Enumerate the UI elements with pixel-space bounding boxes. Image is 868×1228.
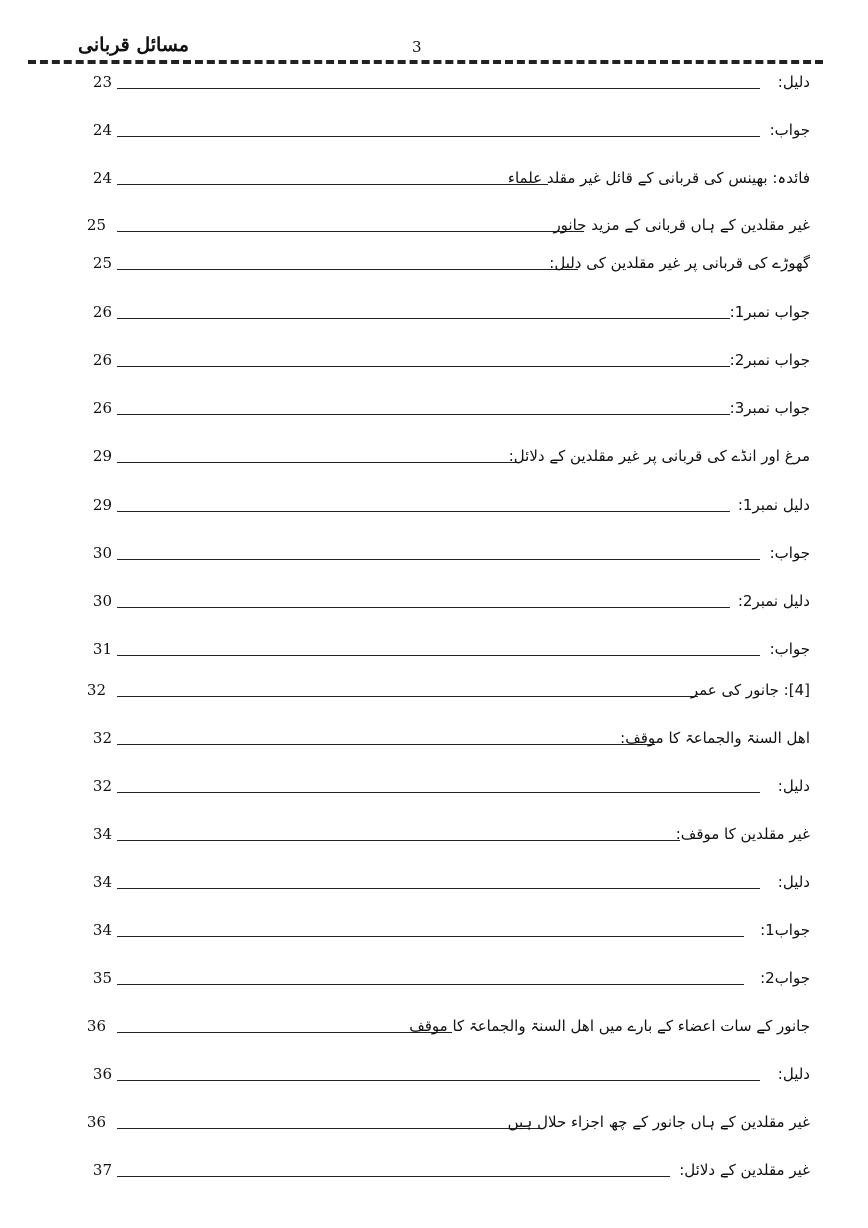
toc-entry-title: جواب نمبر2:	[729, 351, 810, 369]
toc-entry-title: غیر مقلدین کا موقف:	[675, 825, 810, 843]
toc-page-number: 31	[92, 640, 112, 658]
toc-entry-title: غیر مقلدین کے ہاں قربانی کے مزید جانور	[553, 216, 810, 234]
toc-leader-line	[117, 269, 578, 270]
toc-page-number: 36	[86, 1017, 106, 1035]
toc-leader-line	[117, 1032, 452, 1033]
toc-page-number: 23	[92, 73, 112, 91]
toc-entry	[0, 534, 868, 564]
toc-entry	[0, 911, 868, 941]
toc-entry	[0, 206, 868, 236]
toc-entry-title: گھوڑے کی قربانی پر غیر مقلدین کی دلیل:	[549, 254, 810, 272]
toc-entry	[0, 1007, 868, 1037]
toc-leader-line	[117, 414, 730, 415]
toc-entry	[0, 486, 868, 516]
toc-leader-line	[117, 696, 698, 697]
toc-entry-title: غیر مقلدین کے ہاں جانور کے چھ اجزاء حلال ہیں	[507, 1113, 810, 1131]
toc-entry-title: دلیل:	[777, 73, 810, 91]
toc-entry-title: [4]: جانور کی عمر	[690, 681, 810, 699]
toc-page-number: 34	[92, 825, 112, 843]
toc-entry-title: دلیل:	[777, 777, 810, 795]
toc-leader-line	[117, 744, 655, 745]
toc-entry-title: مرغ اور انڈے کی قربانی پر غیر مقلدین کے دلائل:	[508, 447, 810, 465]
toc-leader-line	[117, 984, 744, 985]
toc-entry	[0, 671, 868, 701]
toc-entry	[0, 159, 868, 189]
toc-leader-line	[117, 655, 760, 656]
toc-entry-title: دلیل:	[777, 873, 810, 891]
toc-leader-line	[117, 318, 730, 319]
toc-entry-title: جواب نمبر3:	[729, 399, 810, 417]
toc-entry-title: جانور کے سات اعضاء کے بارے میں اھل السنۃ والجماعۃ کا موقف	[409, 1017, 810, 1035]
toc-entry	[0, 1055, 868, 1085]
toc-leader-line	[117, 184, 548, 185]
toc-leader-line	[117, 559, 760, 560]
toc-entry	[0, 1103, 868, 1133]
toc-entry-title: جواب2:	[760, 969, 810, 987]
toc-leader-line	[117, 1128, 540, 1129]
toc-leader-line	[117, 136, 760, 137]
toc-entry-title: فائدہ: بھینس کی قربانی کے قائل غیر مقلد علماء	[507, 169, 810, 187]
toc-entry	[0, 959, 868, 989]
toc-page-number: 36	[92, 1065, 112, 1083]
toc-entry	[0, 815, 868, 845]
toc-page-number: 26	[92, 351, 112, 369]
toc-leader-line	[117, 1176, 670, 1177]
toc-page-number: 34	[92, 921, 112, 939]
toc-leader-line	[117, 888, 760, 889]
toc-entry	[0, 293, 868, 323]
toc-entry-title: دلیل نمبر2:	[737, 592, 810, 610]
toc-page-number: 30	[92, 544, 112, 562]
toc-page-number: 32	[86, 681, 106, 699]
toc-page-number: 34	[92, 873, 112, 891]
toc-entry-title: دلیل نمبر1:	[737, 496, 810, 514]
toc-leader-line	[117, 792, 760, 793]
toc-entry	[0, 341, 868, 371]
book-title: مسائل قربانی	[78, 34, 189, 56]
toc-entry-title: جواب1:	[760, 921, 810, 939]
toc-page-number: 26	[92, 399, 112, 417]
toc-page-number: 37	[92, 1161, 112, 1179]
toc-page-number: 24	[92, 169, 112, 187]
toc-leader-line	[117, 366, 730, 367]
toc-entry-title: اھل السنۃ والجماعۃ کا موقف:	[620, 729, 810, 747]
toc-entry	[0, 63, 868, 93]
toc-page-number: 25	[92, 254, 112, 272]
toc-entry	[0, 582, 868, 612]
toc-leader-line	[117, 462, 520, 463]
toc-entry	[0, 244, 868, 274]
toc-page-number: 29	[92, 447, 112, 465]
page-header	[0, 0, 868, 70]
toc-entry	[0, 719, 868, 749]
toc-page-number: 24	[92, 121, 112, 139]
toc-page-number: 30	[92, 592, 112, 610]
toc-entry-title: جواب:	[769, 544, 810, 562]
toc-entry	[0, 111, 868, 141]
toc-page-number: 35	[92, 969, 112, 987]
toc-leader-line	[117, 607, 730, 608]
toc-entry	[0, 863, 868, 893]
toc-entry	[0, 767, 868, 797]
toc-entry-title: غیر مقلدین کے دلائل:	[679, 1161, 810, 1179]
toc-entry-title: جواب نمبر1:	[729, 303, 810, 321]
toc-entry	[0, 437, 868, 467]
toc-leader-line	[117, 936, 744, 937]
toc-entry	[0, 389, 868, 419]
toc-leader-line	[117, 231, 584, 232]
toc-page-number: 32	[92, 729, 112, 747]
toc-entry	[0, 630, 868, 660]
toc-leader-line	[117, 1080, 760, 1081]
toc-entry-title: جواب:	[769, 121, 810, 139]
toc-page-number: 36	[86, 1113, 106, 1131]
toc-page-number: 25	[86, 216, 106, 234]
toc-page-number: 29	[92, 496, 112, 514]
toc-page-number: 32	[92, 777, 112, 795]
toc-entry-title: دلیل:	[777, 1065, 810, 1083]
toc-leader-line	[117, 88, 760, 89]
toc-leader-line	[117, 511, 730, 512]
toc-leader-line	[117, 840, 680, 841]
toc-entry-title: جواب:	[769, 640, 810, 658]
page-number: 3	[412, 38, 422, 56]
toc-entry	[0, 1151, 868, 1181]
toc-page-number: 26	[92, 303, 112, 321]
